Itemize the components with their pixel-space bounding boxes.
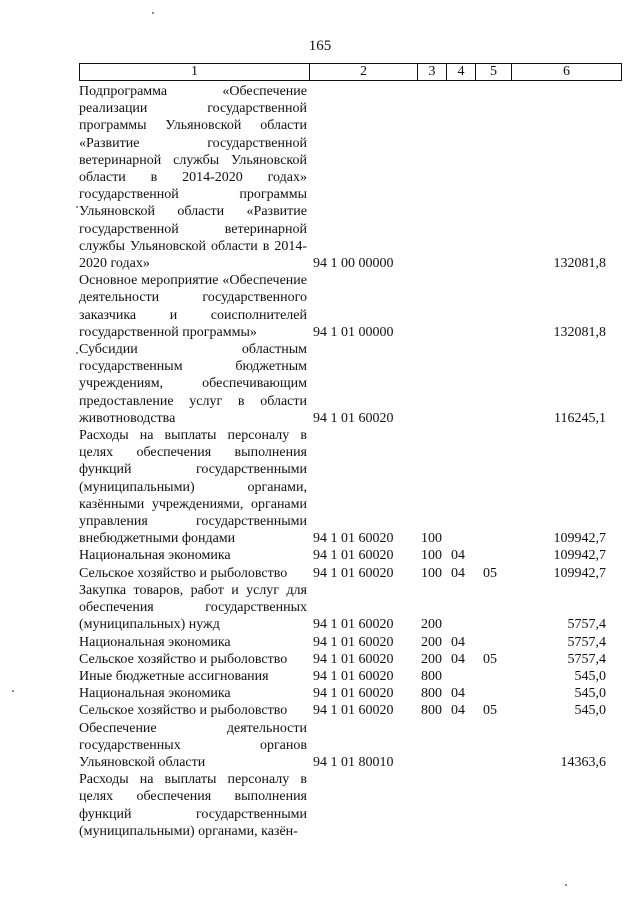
- row-name: Субсидии областным государственным бюджетным учреждениям, обеспечивающим предоставление услуг в области животноводства: [79, 342, 307, 426]
- row-vr: 800: [421, 703, 442, 719]
- row-name: Национальная экономика: [79, 634, 231, 650]
- row-sum: 5757,4: [567, 651, 606, 667]
- row-sum: 5757,4: [567, 634, 606, 650]
- row-rz: 04: [451, 703, 465, 719]
- row-code: 94 1 01 60020: [313, 703, 394, 719]
- row-sum: 109942,7: [553, 531, 606, 547]
- row-sum: 116245,1: [554, 410, 606, 426]
- header-col-2: 2: [310, 64, 418, 81]
- row-name: Сельское хозяйство и рыболовство: [79, 703, 288, 719]
- row-code: 94 1 01 60020: [313, 548, 394, 564]
- table-body: [79, 83, 622, 840]
- row-code: 94 1 01 60020: [313, 410, 394, 426]
- row-sum: 132081,8: [553, 324, 606, 340]
- row-code: 94 1 01 00000: [313, 324, 394, 340]
- row-rz: 04: [451, 565, 465, 581]
- row-name: Иные бюджетные ассигнования: [79, 668, 269, 684]
- row-pr: 05: [483, 565, 497, 581]
- scan-speck: [152, 12, 154, 14]
- row-vr: 200: [421, 617, 442, 633]
- row-sum: 109942,7: [553, 565, 606, 581]
- row-vr: 200: [421, 651, 442, 667]
- table-row: [79, 720, 622, 772]
- table-row: [79, 427, 622, 547]
- table-row: [79, 547, 622, 564]
- scan-speck: [76, 206, 78, 208]
- row-rz: 04: [451, 548, 465, 564]
- row-vr: 100: [421, 531, 442, 547]
- row-sum: 545,0: [574, 686, 606, 702]
- row-code: 94 1 01 60020: [313, 634, 394, 650]
- table-row: [79, 668, 622, 685]
- scan-speck: [565, 884, 567, 886]
- row-name: Основное мероприятие «Обеспечение деятельности государственного заказчика и соисполнителей государственной программы»: [79, 273, 307, 340]
- row-vr: 200: [421, 634, 442, 650]
- row-code: 94 1 01 60020: [313, 617, 394, 633]
- row-vr: 100: [421, 565, 442, 581]
- row-sum: 545,0: [574, 703, 606, 719]
- row-code: 94 1 01 60020: [313, 565, 394, 581]
- row-code: 94 1 00 00000: [313, 256, 394, 272]
- table-row: [79, 341, 622, 427]
- table-row: [79, 582, 622, 634]
- scan-speck: [12, 690, 14, 692]
- row-name: Расходы на выплаты персоналу в целях обеспечения выполнения функций государственными (муниципальными) органами, казён-: [79, 772, 307, 839]
- row-rz: 04: [451, 686, 465, 702]
- row-sum: 14363,6: [560, 754, 606, 770]
- row-pr: 05: [483, 651, 497, 667]
- row-name: Обеспечение деятельности государственных органов Ульяновской области: [79, 720, 307, 770]
- row-sum: 132081,8: [553, 256, 606, 272]
- table-row: [79, 651, 622, 668]
- page-number: 165: [308, 38, 332, 54]
- row-name: Сельское хозяйство и рыболовство: [79, 565, 288, 581]
- row-name: Расходы на выплаты персоналу в целях обеспечения выполнения функций государственными (муниципальными) органами, казёнными учреждениями, органами управления государственными внебюджетными фондами: [79, 428, 307, 547]
- header-col-6: 6: [512, 64, 622, 81]
- row-name: Сельское хозяйство и рыболовство: [79, 651, 288, 667]
- table-row: [79, 634, 622, 651]
- row-code: 94 1 01 60020: [313, 651, 394, 667]
- row-rz: 04: [451, 651, 465, 667]
- table-header: [79, 63, 622, 81]
- row-name: Закупка товаров, работ и услуг для обеспечения государственных (муниципальных) нужд: [79, 582, 307, 633]
- header-col-5: 5: [476, 64, 512, 81]
- row-vr: 100: [421, 548, 442, 564]
- table-row: [79, 272, 622, 341]
- header-col-3: 3: [418, 64, 447, 81]
- header-col-4: 4: [447, 64, 476, 81]
- row-name: Национальная экономика: [79, 686, 231, 702]
- table-row: [79, 83, 622, 272]
- row-name: Подпрограмма «Обеспечение реализации государственной программы Ульяновской области «Развитие государственной ветеринарной службы Ульяновской области в 2014-2020 годах» государственной программы Ульяновской области «Развитие государственной ветеринарной службы Ульяновской области в 2014-2020 годах»: [79, 84, 307, 272]
- row-sum: 5757,4: [567, 617, 606, 633]
- row-code: 94 1 01 60020: [313, 686, 394, 702]
- row-vr: 800: [421, 686, 442, 702]
- row-sum: 545,0: [574, 668, 606, 684]
- table-row: [79, 685, 622, 702]
- row-vr: 800: [421, 668, 442, 684]
- row-code: 94 1 01 80010: [313, 754, 394, 770]
- row-name: Национальная экономика: [79, 548, 231, 564]
- row-rz: 04: [451, 634, 465, 650]
- table-row: [79, 702, 622, 719]
- row-sum: 109942,7: [553, 548, 606, 564]
- row-code: 94 1 01 60020: [313, 531, 394, 547]
- table-row: [79, 771, 622, 840]
- row-code: 94 1 01 60020: [313, 668, 394, 684]
- table-row: [79, 565, 622, 582]
- header-col-1: 1: [80, 64, 310, 81]
- scan-speck: [76, 352, 78, 354]
- row-pr: 05: [483, 703, 497, 719]
